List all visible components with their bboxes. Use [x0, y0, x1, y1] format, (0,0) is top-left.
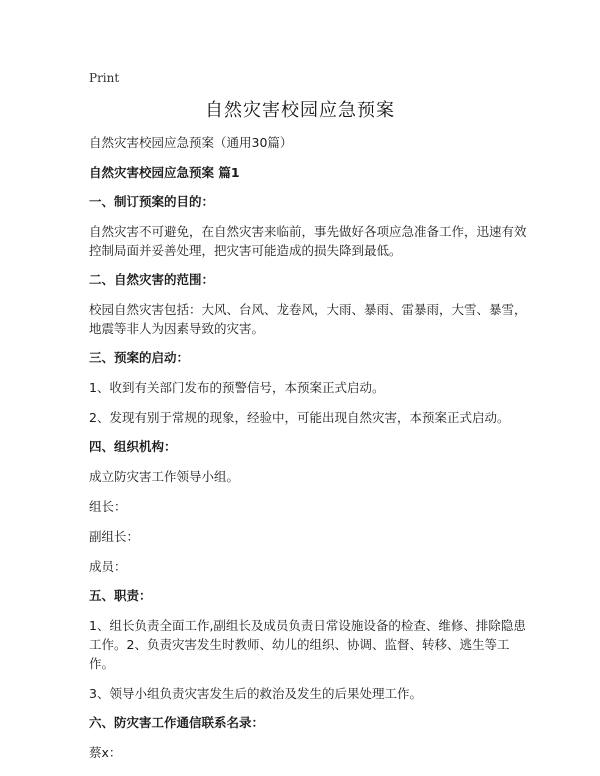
document-subtitle: 自然灾害校园应急预案（通用30篇） — [89, 135, 293, 150]
organization-members: 成员： — [89, 559, 127, 574]
activation-item-2: 2、发现有别于常规的现象，经验中，可能出现自然灾害，本预案正式启动。 — [89, 410, 510, 425]
organization-text: 成立防灾害工作领导小组。 — [89, 469, 240, 484]
activation-item-1: 1、收到有关部门发布的预警信号，本预案正式启动。 — [89, 380, 385, 395]
document-body — [89, 134, 529, 773]
section-heading-organization: 四、组织机构： — [89, 439, 177, 454]
section-text-purpose: 自然灾害不可避免，在自然灾害来临前，事先做好各项应急准备工作，迅速有效控制局面并妥善处理，把灾害可能造成的损失降到最低。 — [89, 224, 527, 258]
document-title: 自然灾害校园应急预案 — [205, 100, 395, 121]
section-heading-activation: 三、预案的启动： — [89, 350, 190, 365]
part-title: 自然灾害校园应急预案 篇1 — [89, 165, 240, 180]
section-heading-purpose: 一、制订预案的目的： — [89, 194, 215, 209]
duties-item-3: 3、领导小组负责灾害发生后的救治及发生的后果处理工作。 — [89, 686, 422, 701]
print-label: Print — [89, 71, 120, 85]
organization-deputy: 副组长： — [89, 529, 140, 544]
contact-entry: 蔡x： — [89, 745, 122, 760]
section-heading-contacts: 六、防灾害工作通信联系名录： — [89, 715, 265, 730]
section-heading-duties: 五、职责： — [89, 588, 152, 603]
organization-leader: 组长： — [89, 499, 127, 514]
section-text-scope: 校园自然灾害包括：大风、台风、龙卷风，大雨、暴雨、雷暴雨，大雪、暴雪，地震等非人为因素导致的灾害。 — [89, 302, 527, 336]
duties-item-1-2: 1、组长负责全面工作,副组长及成员负责日常设施设备的检查、维修、排除隐患工作。2、负责灾害发生时教师、幼儿的组织、协调、监督、转移、逃生等工作。 — [89, 618, 526, 671]
section-heading-scope: 二、自然灾害的范围： — [89, 272, 215, 287]
